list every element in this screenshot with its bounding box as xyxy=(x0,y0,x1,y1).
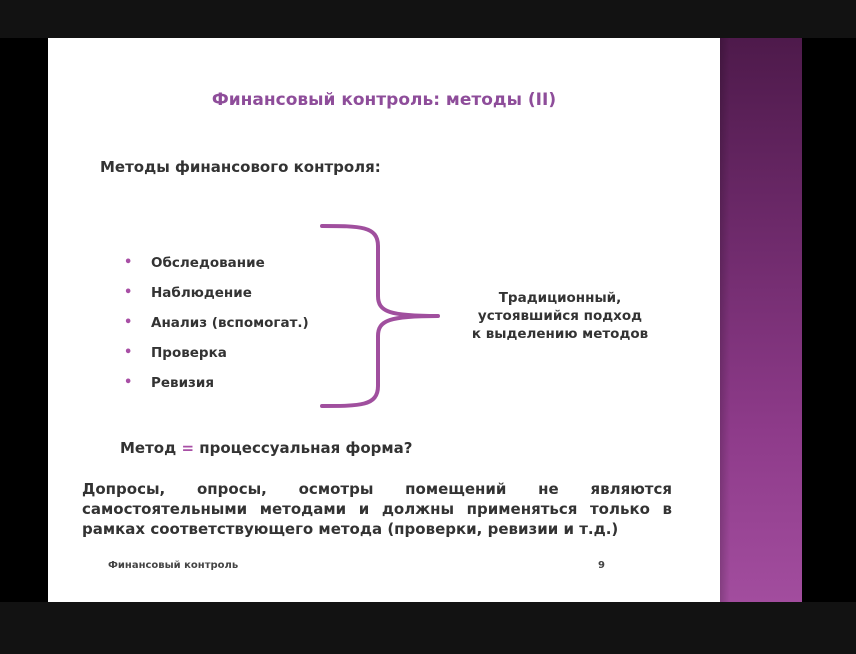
methods-list xyxy=(124,253,309,403)
list-item xyxy=(124,313,309,343)
list-item-label: Анализ (вспомогат.) xyxy=(151,315,309,331)
list-item-label: Ревизия xyxy=(151,375,215,391)
bullet-icon: • xyxy=(124,345,133,360)
bullet-icon: • xyxy=(124,375,133,390)
list-item-label: Обследование xyxy=(151,255,265,271)
page-number: 9 xyxy=(598,560,605,571)
note-line: к выделению методов xyxy=(471,326,649,342)
list-item xyxy=(124,343,309,373)
slide-subtitle: Методы финансового контроля: xyxy=(100,158,381,176)
bullet-icon: • xyxy=(124,285,133,300)
traditional-approach-note xyxy=(462,289,658,343)
curly-brace-icon xyxy=(320,222,444,412)
decorative-side-band xyxy=(720,38,802,602)
method-suffix: процессуальная форма? xyxy=(199,439,413,457)
top-letterbox xyxy=(0,0,856,38)
footer-text: Финансовый контроль xyxy=(108,560,239,571)
right-letterbox xyxy=(802,38,856,602)
method-question xyxy=(120,439,412,457)
list-item xyxy=(124,373,309,403)
list-item xyxy=(124,253,309,283)
note-line: Традиционный, xyxy=(498,290,622,306)
method-prefix: Метод xyxy=(120,439,177,457)
list-item xyxy=(124,283,309,313)
slide-title: Финансовый контроль: методы (II) xyxy=(211,90,557,110)
bullet-icon: • xyxy=(124,315,133,330)
note-line: устоявшийся подход xyxy=(477,308,643,324)
left-letterbox xyxy=(0,38,48,602)
bullet-icon: • xyxy=(124,255,133,270)
body-paragraph: Допросы, опросы, осмотры помещений не являются самостоятельными методами и должны применяться только в рамках соответствующего метода (проверки, ревизии и т.д.) xyxy=(82,480,672,538)
list-item-label: Проверка xyxy=(151,345,227,361)
bottom-letterbox xyxy=(0,602,856,654)
equals-sign: = xyxy=(181,439,195,457)
list-item-label: Наблюдение xyxy=(151,285,252,301)
presentation-slide xyxy=(48,38,802,602)
